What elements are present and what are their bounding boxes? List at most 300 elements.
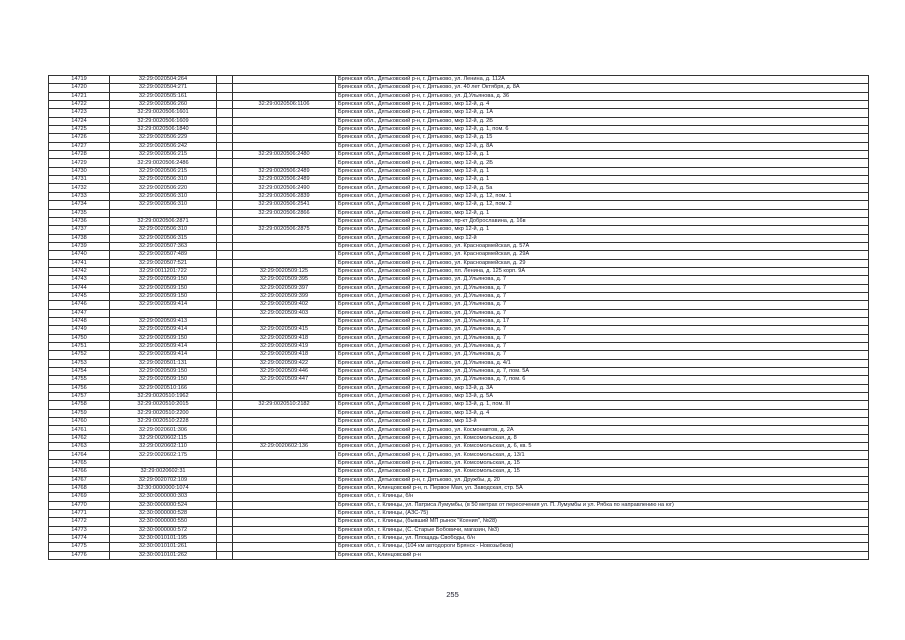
cadastral-number-cell: 32:29:0020509:150: [110, 368, 217, 376]
empty-cell: [217, 201, 233, 209]
row-number-cell: 14756: [49, 384, 110, 392]
row-number-cell: 14722: [49, 101, 110, 109]
row-number-cell: 14725: [49, 126, 110, 134]
empty-cell: [217, 443, 233, 451]
empty-cell: [217, 267, 233, 275]
cadastral-number-cell: 32:29:0020506:220: [110, 184, 217, 192]
related-cadastral-number-cell: 32:29:0020506:2489: [233, 176, 336, 184]
table-row: [49, 351, 869, 359]
table-row: [49, 284, 869, 292]
row-number-cell: 14727: [49, 142, 110, 150]
address-cell: Брянская обл., Дятьковский р-н, г. Дятьково, ул. Д.Ульянова, д. 7: [336, 309, 869, 317]
related-cadastral-number-cell: [233, 234, 336, 242]
row-number-cell: 14762: [49, 434, 110, 442]
address-cell: Брянская обл., Дятьковский р-н, г. Дятьково, мкр 12-й, д. 8А: [336, 142, 869, 150]
address-cell: Брянская обл., Дятьковский р-н, г. Дятьково, мкр 12-й, д. 2Б: [336, 117, 869, 125]
cadastral-number-cell: 32:29:0020506:260: [110, 101, 217, 109]
table-row: [49, 409, 869, 417]
row-number-cell: 14742: [49, 267, 110, 275]
empty-cell: [217, 326, 233, 334]
related-cadastral-number-cell: [233, 434, 336, 442]
cadastral-number-cell: 32:29:0020507:363: [110, 242, 217, 250]
cadastral-number-cell: 32:29:0020506:2486: [110, 159, 217, 167]
table-row: [49, 343, 869, 351]
cadastral-number-cell: 32:29:0020602:110: [110, 443, 217, 451]
table-row: [49, 117, 869, 125]
row-number-cell: 14776: [49, 551, 110, 559]
empty-cell: [217, 351, 233, 359]
related-cadastral-number-cell: [233, 518, 336, 526]
row-number-cell: 14719: [49, 76, 110, 84]
table-row: [49, 509, 869, 517]
row-number-cell: 14752: [49, 351, 110, 359]
row-number-cell: 14760: [49, 418, 110, 426]
cadastral-number-cell: 32:29:0020509:414: [110, 326, 217, 334]
address-cell: Брянская обл., Дятьковский р-н, г. Дятьково, мкр 13-й, д. 5А: [336, 393, 869, 401]
row-number-cell: 14740: [49, 251, 110, 259]
table-row: [49, 393, 869, 401]
row-number-cell: 14750: [49, 334, 110, 342]
row-number-cell: 14759: [49, 409, 110, 417]
address-cell: Брянская обл., Клинцовский р-н, п. Первое Мая, ул. Заводская, стр. 5А: [336, 484, 869, 492]
empty-cell: [217, 376, 233, 384]
table-row: [49, 226, 869, 234]
row-number-cell: 14734: [49, 201, 110, 209]
table-row: [49, 101, 869, 109]
table-row: [49, 267, 869, 275]
row-number-cell: 14748: [49, 317, 110, 325]
related-cadastral-number-cell: [233, 468, 336, 476]
cadastral-number-cell: 32:29:0020509:413: [110, 317, 217, 325]
address-cell: Брянская обл., г. Клинцы, (бывший МП рынок "Ксения", №28): [336, 518, 869, 526]
empty-cell: [217, 543, 233, 551]
cadastral-number-cell: 32:29:0020507:521: [110, 259, 217, 267]
address-cell: Брянская обл., Дятьковский р-н, г. Дятьково, пл. Ленина, д. 125 корп. 9А: [336, 267, 869, 275]
empty-cell: [217, 184, 233, 192]
related-cadastral-number-cell: [233, 543, 336, 551]
related-cadastral-number-cell: [233, 484, 336, 492]
address-cell: Брянская обл., Дятьковский р-н, г. Дятьково, мкр 12-й, д. 12, пом. 2: [336, 201, 869, 209]
empty-cell: [217, 217, 233, 225]
row-number-cell: 14732: [49, 184, 110, 192]
table-row: [49, 501, 869, 509]
row-number-cell: 14735: [49, 209, 110, 217]
row-number-cell: 14765: [49, 459, 110, 467]
address-cell: Брянская обл., Дятьковский р-н, г. Дятьково, мкр 12-й, д. 2Б: [336, 159, 869, 167]
table-row: [49, 109, 869, 117]
row-number-cell: 14749: [49, 326, 110, 334]
related-cadastral-number-cell: [233, 134, 336, 142]
cadastral-number-cell: 32:29:0020506:215: [110, 151, 217, 159]
cadastral-number-cell: 32:30:0010101:262: [110, 551, 217, 559]
related-cadastral-number-cell: [233, 451, 336, 459]
table-row: [49, 401, 869, 409]
address-cell: Брянская обл., Дятьковский р-н, г. Дятьково, ул. Комсомольская, д. 13/1: [336, 451, 869, 459]
empty-cell: [217, 159, 233, 167]
cadastral-number-cell: 32:29:0020510:166: [110, 384, 217, 392]
related-cadastral-number-cell: 32:29:0020510:2182: [233, 401, 336, 409]
empty-cell: [217, 526, 233, 534]
cadastral-number-cell: 32:30:0010101:261: [110, 543, 217, 551]
empty-cell: [217, 534, 233, 542]
cadastral-number-cell: 32:29:0020504:271: [110, 84, 217, 92]
cadastral-number-cell: 32:29:0020506:229: [110, 134, 217, 142]
related-cadastral-number-cell: 32:29:0020509:446: [233, 368, 336, 376]
address-cell: Брянская обл., Клинцовский р-н: [336, 551, 869, 559]
address-cell: Брянская обл., Дятьковский р-н, г. Дятьково, мкр 12-й, д. 1: [336, 176, 869, 184]
cadastral-number-cell: 32:29:0020506:310: [110, 226, 217, 234]
empty-cell: [217, 434, 233, 442]
table-row: [49, 526, 869, 534]
cadastral-number-cell: 32:29:0020510:2015: [110, 401, 217, 409]
empty-cell: [217, 251, 233, 259]
address-cell: Брянская обл., Дятьковский р-н, г. Дятьково, ул. Д.Ульянова, д. 7, пом. 5А: [336, 368, 869, 376]
related-cadastral-number-cell: 32:29:0020509:418: [233, 334, 336, 342]
table-row: [49, 451, 869, 459]
cadastral-number-cell: 32:29:0020507:489: [110, 251, 217, 259]
address-cell: Брянская обл., Дятьковский р-н, г. Дятьково, мкр 12-й, д. 1, пом. 6: [336, 126, 869, 134]
cadastral-number-cell: 32:29:0020602:115: [110, 434, 217, 442]
table-row: [49, 184, 869, 192]
empty-cell: [217, 242, 233, 250]
address-cell: Брянская обл., Дятьковский р-н, г. Дятьково, мкр 12-й, д. 1: [336, 167, 869, 175]
table-row: [49, 484, 869, 492]
empty-cell: [217, 551, 233, 559]
cadastral-number-cell: 32:29:0020505:161: [110, 92, 217, 100]
related-cadastral-number-cell: 32:29:0020509:402: [233, 301, 336, 309]
table-row: [49, 92, 869, 100]
table-row: [49, 459, 869, 467]
empty-cell: [217, 92, 233, 100]
address-cell: Брянская обл., Дятьковский р-н, г. Дятьково, ул. Комсомольская, д. 8: [336, 434, 869, 442]
empty-cell: [217, 101, 233, 109]
empty-cell: [217, 134, 233, 142]
table-row: [49, 476, 869, 484]
address-cell: Брянская обл., г. Клинцы, (104 км автодороги Брянск - Новозыбков): [336, 543, 869, 551]
empty-cell: [217, 468, 233, 476]
empty-cell: [217, 426, 233, 434]
cadastral-number-cell: 32:29:0020510:2228: [110, 418, 217, 426]
table-row: [49, 159, 869, 167]
row-number-cell: 14751: [49, 343, 110, 351]
related-cadastral-number-cell: [233, 317, 336, 325]
row-number-cell: 14736: [49, 217, 110, 225]
row-number-cell: 14755: [49, 376, 110, 384]
related-cadastral-number-cell: 32:29:0020506:2875: [233, 226, 336, 234]
address-cell: Брянская обл., Дятьковский р-н, г. Дятьково, ул. Д.Ульянова, д. 7: [336, 351, 869, 359]
table-row: [49, 376, 869, 384]
related-cadastral-number-cell: 32:29:0020509:422: [233, 359, 336, 367]
related-cadastral-number-cell: [233, 418, 336, 426]
row-number-cell: 14763: [49, 443, 110, 451]
related-cadastral-number-cell: [233, 76, 336, 84]
related-cadastral-number-cell: 32:29:0020509:418: [233, 351, 336, 359]
address-cell: Брянская обл., Дятьковский р-н, г. Дятьково, ул. 40 лет Октября, д. 8А: [336, 84, 869, 92]
empty-cell: [217, 226, 233, 234]
table-row: [49, 217, 869, 225]
address-cell: Брянская обл., Дятьковский р-н, г. Дятьково, мкр 13-й, д. 1, пом. III: [336, 401, 869, 409]
table-row: [49, 418, 869, 426]
cadastral-number-cell: 32:29:0020602:175: [110, 451, 217, 459]
table-row: [49, 209, 869, 217]
address-cell: Брянская обл., Дятьковский р-н, г. Дятьково, ул. Красноармейская, д. 29А: [336, 251, 869, 259]
table-row: [49, 276, 869, 284]
table-row: [49, 126, 869, 134]
row-number-cell: 14747: [49, 309, 110, 317]
empty-cell: [217, 117, 233, 125]
table-row: [49, 76, 869, 84]
address-cell: Брянская обл., Дятьковский р-н, г. Дятьково, ул. Д.Ульянова, д. 17: [336, 317, 869, 325]
row-number-cell: 14730: [49, 167, 110, 175]
related-cadastral-number-cell: 32:29:0020506:2480: [233, 151, 336, 159]
cadastral-number-cell: 32:29:0020506:310: [110, 201, 217, 209]
cadastral-number-cell: [110, 459, 217, 467]
row-number-cell: 14757: [49, 393, 110, 401]
related-cadastral-number-cell: 32:29:0020506:2541: [233, 201, 336, 209]
row-number-cell: 14770: [49, 501, 110, 509]
table-row: [49, 251, 869, 259]
table-row: [49, 534, 869, 542]
address-cell: Брянская обл., Дятьковский р-н, г. Дятьково, мкр 12-й, д. 4: [336, 101, 869, 109]
related-cadastral-number-cell: [233, 84, 336, 92]
address-cell: Брянская обл., Дятьковский р-н, г. Дятьково, мкр 13-й, д. 3А: [336, 384, 869, 392]
empty-cell: [217, 234, 233, 242]
page-number: 255: [446, 590, 459, 599]
cadastral-number-cell: 32:29:0020510:1962: [110, 393, 217, 401]
cadastral-number-cell: 32:29:0020506:310: [110, 192, 217, 200]
table-row: [49, 443, 869, 451]
table-row: [49, 384, 869, 392]
cadastral-number-cell: 32:30:0000000:572: [110, 526, 217, 534]
row-number-cell: 14729: [49, 159, 110, 167]
cadastral-number-cell: 32:29:0020509:150: [110, 284, 217, 292]
empty-cell: [217, 451, 233, 459]
empty-cell: [217, 334, 233, 342]
address-cell: Брянская обл., Дятьковский р-н, г. Дятьково, ул. Ленина, д. 112А: [336, 76, 869, 84]
related-cadastral-number-cell: [233, 384, 336, 392]
address-cell: Брянская обл., Дятьковский р-н, г. Дятьково, ул. Д.Ульянова, д. 7: [336, 284, 869, 292]
empty-cell: [217, 176, 233, 184]
empty-cell: [217, 501, 233, 509]
row-number-cell: 14731: [49, 176, 110, 184]
address-cell: Брянская обл., Дятьковский р-н, г. Дятьково, мкр 13-й, д. 4: [336, 409, 869, 417]
row-number-cell: 14753: [49, 359, 110, 367]
empty-cell: [217, 292, 233, 300]
empty-cell: [217, 192, 233, 200]
empty-cell: [217, 76, 233, 84]
related-cadastral-number-cell: [233, 409, 336, 417]
related-cadastral-number-cell: 32:29:0020509:403: [233, 309, 336, 317]
address-cell: Брянская обл., Дятьковский р-н, г. Дятьково, ул. Д.Ульянова, д. 7, пом. 6: [336, 376, 869, 384]
table-row: [49, 201, 869, 209]
address-cell: Брянская обл., г. Клинцы, б/н: [336, 493, 869, 501]
row-number-cell: 14724: [49, 117, 110, 125]
cadastral-number-cell: 32:29:0020506:242: [110, 142, 217, 150]
empty-cell: [217, 409, 233, 417]
row-number-cell: 14728: [49, 151, 110, 159]
related-cadastral-number-cell: [233, 126, 336, 134]
related-cadastral-number-cell: [233, 393, 336, 401]
cadastral-number-cell: 32:29:0020509:150: [110, 292, 217, 300]
address-cell: Брянская обл., Дятьковский р-н, г. Дятьково, ул. Комсомольская, д. 15: [336, 468, 869, 476]
address-cell: Брянская обл., Дятьковский р-н, г. Дятьково, мкр 12-й, д. 1А: [336, 109, 869, 117]
table-row: [49, 309, 869, 317]
cadastral-number-cell: 32:30:0000000:528: [110, 509, 217, 517]
related-cadastral-number-cell: 32:29:0020509:419: [233, 343, 336, 351]
cadastral-number-cell: 32:29:0020509:150: [110, 334, 217, 342]
row-number-cell: 14743: [49, 276, 110, 284]
related-cadastral-number-cell: [233, 509, 336, 517]
empty-cell: [217, 368, 233, 376]
row-number-cell: 14754: [49, 368, 110, 376]
address-cell: Брянская обл., Дятьковский р-н, г. Дятьково, мкр 12-й, д. 15: [336, 134, 869, 142]
address-cell: Брянская обл., Дятьковский р-н, г. Дятьково, ул. Д.Ульянова, д. 4/1: [336, 359, 869, 367]
table-row: [49, 292, 869, 300]
related-cadastral-number-cell: 32:29:0020506:2866: [233, 209, 336, 217]
row-number-cell: 14744: [49, 284, 110, 292]
cadastral-number-cell: 32:29:0020509:414: [110, 301, 217, 309]
address-cell: Брянская обл., Дятьковский р-н, г. Дятьково, ул. Д.Ульянова, д. 36: [336, 92, 869, 100]
related-cadastral-number-cell: 32:29:0020509:415: [233, 326, 336, 334]
empty-cell: [217, 142, 233, 150]
table-row: [49, 142, 869, 150]
row-number-cell: 14772: [49, 518, 110, 526]
cadastral-number-cell: 32:29:0020509:150: [110, 276, 217, 284]
row-number-cell: 14737: [49, 226, 110, 234]
table-row: [49, 493, 869, 501]
row-number-cell: 14746: [49, 301, 110, 309]
empty-cell: [217, 84, 233, 92]
related-cadastral-number-cell: [233, 109, 336, 117]
empty-cell: [217, 151, 233, 159]
table-row: [49, 84, 869, 92]
related-cadastral-number-cell: [233, 92, 336, 100]
empty-cell: [217, 343, 233, 351]
table-row: [49, 176, 869, 184]
related-cadastral-number-cell: [233, 526, 336, 534]
row-number-cell: 14733: [49, 192, 110, 200]
related-cadastral-number-cell: 32:29:0020602:136: [233, 443, 336, 451]
related-cadastral-number-cell: 32:29:0020506:2490: [233, 184, 336, 192]
related-cadastral-number-cell: [233, 159, 336, 167]
cadastral-number-cell: 32:29:0020506:310: [110, 176, 217, 184]
table-row: [49, 134, 869, 142]
table-row: [49, 359, 869, 367]
cadastral-number-cell: 32:29:0020509:150: [110, 376, 217, 384]
empty-cell: [217, 284, 233, 292]
row-number-cell: 14771: [49, 509, 110, 517]
table-row: [49, 301, 869, 309]
related-cadastral-number-cell: 32:29:0020506:2839: [233, 192, 336, 200]
related-cadastral-number-cell: [233, 142, 336, 150]
address-cell: Брянская обл., Дятьковский р-н, г. Дятьково, мкр 12-й, д. 1: [336, 226, 869, 234]
row-number-cell: 14766: [49, 468, 110, 476]
cadastral-number-cell: 32:29:0020510:2200: [110, 409, 217, 417]
row-number-cell: 14726: [49, 134, 110, 142]
row-number-cell: 14775: [49, 543, 110, 551]
empty-cell: [217, 384, 233, 392]
cadastral-number-cell: 32:29:0020506:1601: [110, 109, 217, 117]
table-row: [49, 551, 869, 559]
related-cadastral-number-cell: [233, 493, 336, 501]
row-number-cell: 14767: [49, 476, 110, 484]
address-cell: Брянская обл., Дятьковский р-н, г. Дятьково, мкр 13-й: [336, 418, 869, 426]
empty-cell: [217, 209, 233, 217]
address-cell: Брянская обл., Дятьковский р-н, г. Дятьково, ул. Д.Ульянова, д. 7: [336, 301, 869, 309]
row-number-cell: 14761: [49, 426, 110, 434]
related-cadastral-number-cell: 32:29:0020509:125: [233, 267, 336, 275]
address-cell: Брянская обл., Дятьковский р-н, г. Дятьково, мкр 12-й: [336, 234, 869, 242]
related-cadastral-number-cell: [233, 459, 336, 467]
row-number-cell: 14769: [49, 493, 110, 501]
cadastral-number-cell: 32:29:0020506:2871: [110, 217, 217, 225]
table-row: [49, 242, 869, 250]
row-number-cell: 14720: [49, 84, 110, 92]
row-number-cell: 14739: [49, 242, 110, 250]
address-cell: Брянская обл., Дятьковский р-н, г. Дятьково, ул. Д.Ульянова, д. 7: [336, 334, 869, 342]
cadastral-number-cell: 32:29:0020506:315: [110, 234, 217, 242]
address-cell: Брянская обл., г. Клинцы, ул. Патриса Лумумбы, (в 50 метрах от пересечения ул. П. Лумумбы и ул. Рябка по направлению на юг): [336, 501, 869, 509]
address-cell: Брянская обл., Дятьковский р-н, г. Дятьково, ул. Космонавтов, д. 2А: [336, 426, 869, 434]
row-number-cell: 14745: [49, 292, 110, 300]
related-cadastral-number-cell: [233, 117, 336, 125]
table-row: [49, 167, 869, 175]
table-row: [49, 518, 869, 526]
related-cadastral-number-cell: [233, 259, 336, 267]
address-cell: Брянская обл., Дятьковский р-н, г. Дятьково, ул. Д.Ульянова, д. 7: [336, 292, 869, 300]
table-row: [49, 334, 869, 342]
table-row: [49, 426, 869, 434]
row-number-cell: 14773: [49, 526, 110, 534]
cadastral-number-cell: 32:30:0000000:550: [110, 518, 217, 526]
related-cadastral-number-cell: [233, 426, 336, 434]
table-row: [49, 317, 869, 325]
related-cadastral-number-cell: [233, 551, 336, 559]
address-cell: Брянская обл., Дятьковский р-н, г. Дятьково, ул. Д.Ульянова, д. 7: [336, 326, 869, 334]
table-row: [49, 234, 869, 242]
row-number-cell: 14723: [49, 109, 110, 117]
empty-cell: [217, 359, 233, 367]
table-row: [49, 326, 869, 334]
row-number-cell: 14768: [49, 484, 110, 492]
address-cell: Брянская обл., г. Клинцы, (АЗС-75): [336, 509, 869, 517]
address-cell: Брянская обл., Дятьковский р-н, г. Дятьково, ул. Д.Ульянова, д. 7: [336, 343, 869, 351]
row-number-cell: 14758: [49, 401, 110, 409]
empty-cell: [217, 259, 233, 267]
cadastral-number-cell: [110, 209, 217, 217]
address-cell: Брянская обл., Дятьковский р-н, г. Дятьково, мкр 12-й, д. 1: [336, 209, 869, 217]
empty-cell: [217, 167, 233, 175]
row-number-cell: 14741: [49, 259, 110, 267]
address-cell: Брянская обл., г. Клинцы, (С. Старые Бобовичи, магазин, №3): [336, 526, 869, 534]
cadastral-number-cell: 32:29:0020506:1609: [110, 117, 217, 125]
address-cell: Брянская обл., Дятьковский р-н, г. Дятьково, ул. Красноармейская, д. 29: [336, 259, 869, 267]
related-cadastral-number-cell: 32:29:0020509:395: [233, 276, 336, 284]
row-number-cell: 14721: [49, 92, 110, 100]
table-row: [49, 543, 869, 551]
related-cadastral-number-cell: 32:29:0020509:399: [233, 292, 336, 300]
address-cell: Брянская обл., Дятьковский р-н, г. Дятьково, ул. Красноармейская, д. 57А: [336, 242, 869, 250]
related-cadastral-number-cell: [233, 501, 336, 509]
related-cadastral-number-cell: [233, 534, 336, 542]
related-cadastral-number-cell: [233, 217, 336, 225]
cadastral-number-cell: 32:29:0020506:215: [110, 167, 217, 175]
empty-cell: [217, 393, 233, 401]
address-cell: Брянская обл., Дятьковский р-н, г. Дятьково, ул. Д.Ульянова, д. 7: [336, 276, 869, 284]
cadastral-number-cell: 32:30:0000000:1074: [110, 484, 217, 492]
empty-cell: [217, 459, 233, 467]
empty-cell: [217, 309, 233, 317]
